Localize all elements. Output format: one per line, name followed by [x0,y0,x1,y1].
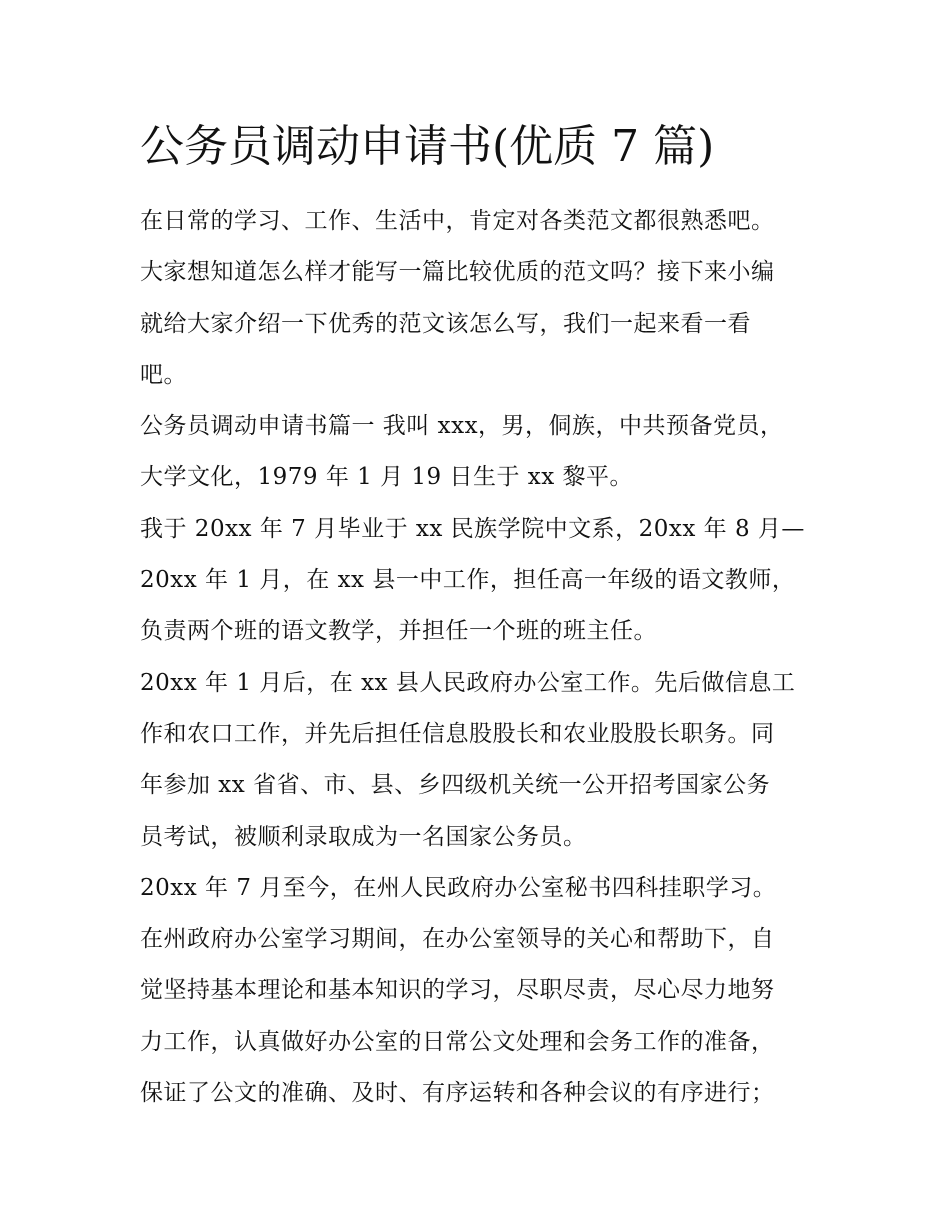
text-line: 大学文化，1979 年 1 月 19 日生于 xx 黎平。 [140,464,634,491]
text-line: 觉坚持基本理论和基本知识的学习，尽职尽责，尽心尽力地努 [140,977,775,1004]
text-line: 20xx 年 1 月，在 xx 县一中工作，担任高一年级的语文教师， [140,567,796,594]
text-line: 员考试，被顺利录取成为一名国家公务员。 [140,823,587,850]
text-line: 公务员调动申请书篇一 我叫 xxx，男，侗族，中共预备党员， [140,413,784,440]
text-line: 在日常的学习、工作、生活中，肯定对各类范文都很熟悉吧。 [140,208,775,234]
document-body [140,196,812,1119]
text-line: 作和农口工作，并先后担任信息股股长和农业股股长职务。同 [140,720,775,747]
text-line: 大家想知道怎么样才能写一篇比较优质的范文吗？接下来小编 [140,259,775,286]
page-title: 公务员调动申请书(优质 7 篇) [140,121,715,172]
text-line: 20xx 年 1 月后，在 xx 县人民政府办公室工作。先后做信息工 [140,669,796,696]
text-line: 保证了公文的准确、及时、有序运转和各种会议的有序进行； [140,1080,775,1107]
text-line: 在州政府办公室学习期间，在办公室领导的关心和帮助下，自 [140,926,775,953]
text-line: 力工作，认真做好办公室的日常公文处理和会务工作的准备， [140,1028,775,1055]
text-line: 20xx 年 7 月至今，在州人民政府办公室秘书四科挂职学习。 [140,874,777,901]
text-line: 吧。 [140,361,187,388]
text-line: 就给大家介绍一下优秀的范文该怎么写，我们一起来看一看 [140,310,751,337]
text-line: 负责两个班的语文教学，并担任一个班的班主任。 [140,618,657,645]
text-line: 我于 20xx 年 7 月毕业于 xx 民族学院中文系，20xx 年 8 月— [140,515,805,542]
text-line: 年参加 xx 省省、市、县、乡四级机关统一公开招考国家公务 [140,772,771,799]
